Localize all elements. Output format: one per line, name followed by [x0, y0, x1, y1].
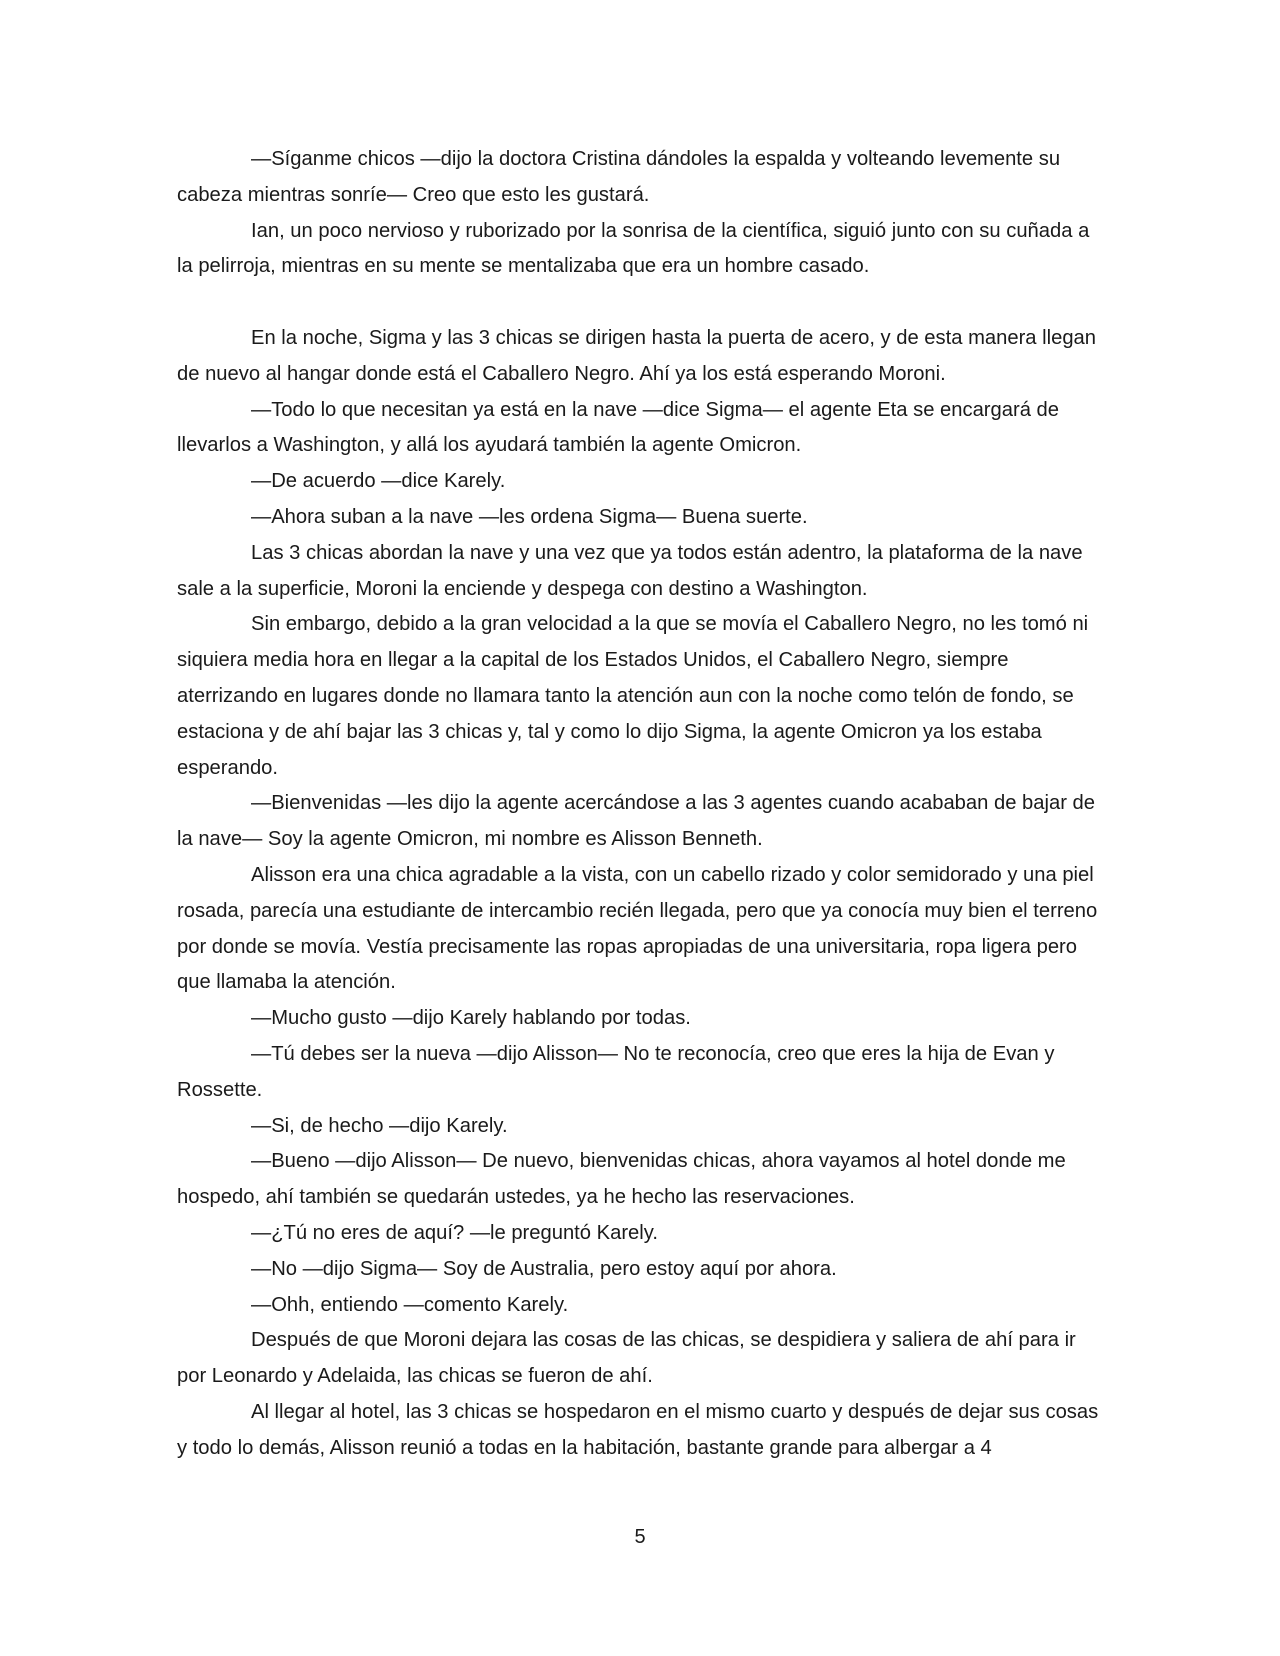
paragraph: ―Ahora suban a la nave ―les ordena Sigma― Buena suerte.	[251, 505, 808, 528]
paragraph: ―Bueno ―dijo Alisson― De nuevo, bienvenidas chicas, ahora vayamos al hotel donde me hospedo, ahí también se quedarán ustedes, ya he hecho las reservaciones.	[177, 1150, 1066, 1209]
paragraph: En la noche, Sigma y las 3 chicas se dirigen hasta la puerta de acero, y de esta manera llegan de nuevo al hangar donde está el Caballero Negro. Ahí ya los está esperando Moroni.	[177, 326, 1097, 385]
paragraph: ―Si, de hecho ―dijo Karely.	[251, 1114, 508, 1137]
page-number: 5	[634, 1526, 646, 1548]
paragraph: Después de que Moroni dejara las cosas de las chicas, se despidiera y saliera de ahí para ir por Leonardo y Adelaida, las chicas se fueron de ahí.	[177, 1329, 1076, 1388]
paragraph: ―De acuerdo ―dice Karely.	[251, 470, 506, 493]
paragraph: ―No ―dijo Sigma― Soy de Australia, pero estoy aquí por ahora.	[251, 1257, 837, 1280]
paragraph: ―Síganme chicos ―dijo la doctora Cristina dándoles la espalda y volteando levemente su cabeza mientras sonríe― Creo que esto les gustará.	[177, 148, 1061, 206]
paragraph: ―¿Tú no eres de aquí? ―le preguntó Karely.	[251, 1221, 658, 1244]
paragraph: Alisson era una chica agradable a la vista, con un cabello rizado y color semidorado y una piel rosada, parecía una estudiante de intercambio recién llegada, pero que ya conocía muy bien el terreno por donde se movía. Vestía precisamente las ropas apropiadas de una universitaria, ropa ligera pero que llamaba la atención.	[177, 863, 1098, 994]
paragraph: Ian, un poco nervioso y ruborizado por la sonrisa de la científica, siguió junto con su cuñada a la pelirroja, mientras en su mente se mentalizaba que era un hombre casado.	[177, 219, 1090, 278]
paragraph: Las 3 chicas abordan la nave y una vez que ya todos están adentro, la plataforma de la nave sale a la superficie, Moroni la enciende y despega con destino a Washington.	[177, 541, 1083, 600]
paragraph: ―Ohh, entiendo ―comento Karely.	[251, 1293, 569, 1316]
paragraph: ―Bienvenidas ―les dijo la agente acercándose a las 3 agentes cuando acababan de bajar de la nave― Soy la agente Omicron, mi nombre es Alisson Benneth.	[177, 792, 1095, 851]
paragraph-spacer	[177, 285, 1103, 321]
document-body	[177, 142, 1103, 1466]
paragraph: ―Mucho gusto ―dijo Karely hablando por todas.	[251, 1007, 691, 1030]
paragraph: Al llegar al hotel, las 3 chicas se hospedaron en el mismo cuarto y después de dejar sus cosas y todo lo demás, Alisson reunió a todas en la habitación, bastante grande para albergar a 4	[177, 1400, 1099, 1459]
paragraph: ―Todo lo que necesitan ya está en la nave ―dice Sigma― el agente Eta se encargará de llevarlos a Washington, y allá los ayudará también la agente Omicron.	[177, 398, 1060, 457]
paragraph: ―Tú debes ser la nueva ―dijo Alisson― No te reconocía, creo que eres la hija de Evan y Rossette.	[177, 1042, 1055, 1101]
paragraph: Sin embargo, debido a la gran velocidad a la que se movía el Caballero Negro, no les tomó ni siquiera media hora en llegar a la capital de los Estados Unidos, el Caballero Negro, siempre aterrizando en lugares donde no llamara tanto la atención aun con la noche como telón de fondo, se estaciona y de ahí bajar las 3 chicas y, tal y como lo dijo Sigma, la agente Omicron ya los estaba esperando.	[177, 613, 1089, 779]
